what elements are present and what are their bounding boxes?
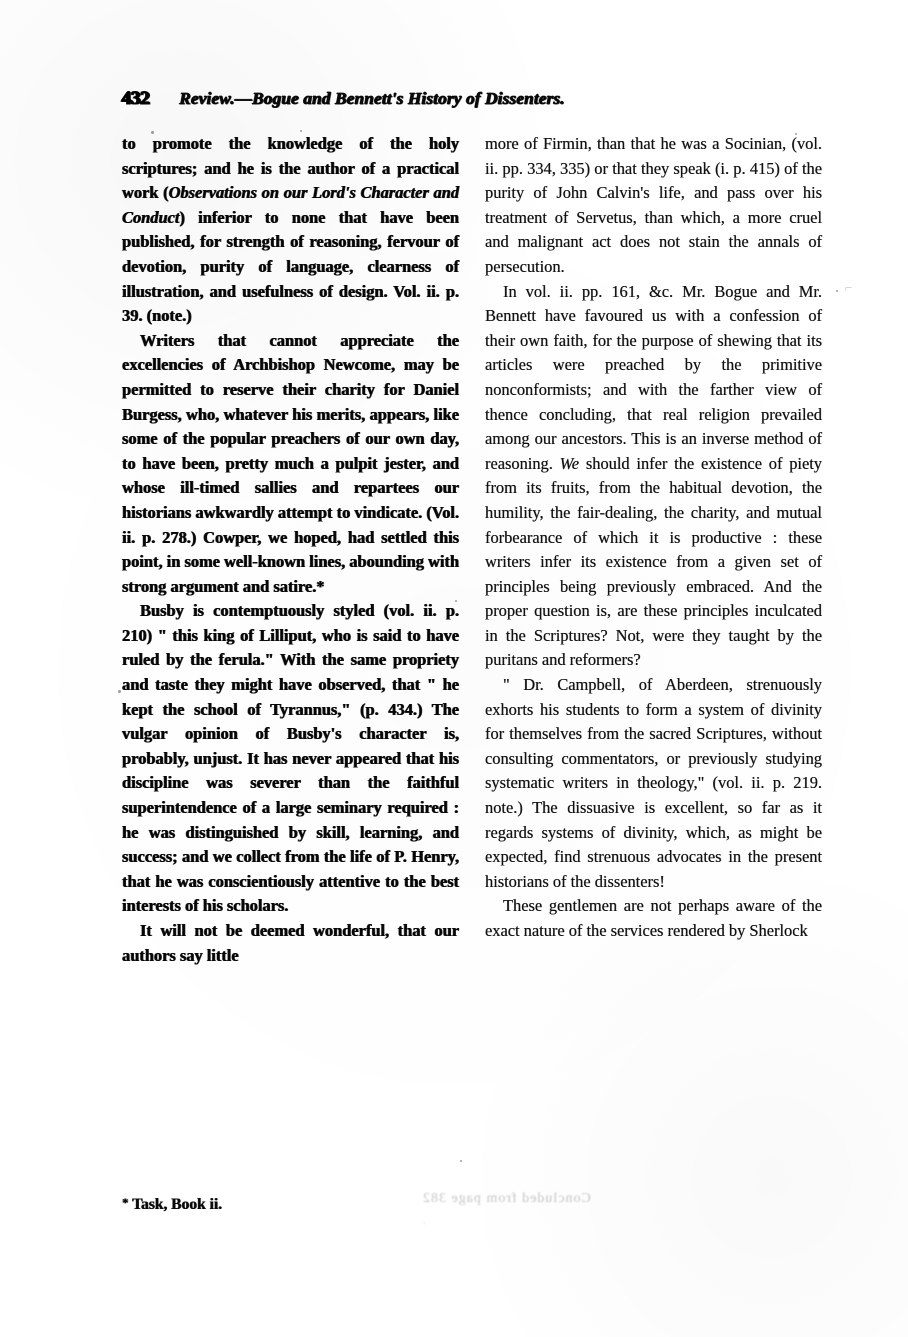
footnote-text: Task, Book ii. [132, 1196, 222, 1213]
paragraph: to promote the knowledge of the holy scriptures; and he is the author of a practical work (Observations on our Lord's Character and Conduct) inferior to none that have been published, for strength of reasoning, fervour of devotion, purity of language, clearness of illustration, and usefulness of design. Vol. ii. p. 39. (note.) [122, 134, 459, 326]
text-block [122, 88, 822, 1208]
show-through-ghost: . [422, 1215, 426, 1227]
paragraph: It will not be deemed wonderful, that our authors say little [122, 921, 459, 965]
footnote-area [122, 1193, 822, 1263]
column-right [485, 132, 822, 968]
page-edge-mark: ⌐ [845, 280, 853, 295]
paragraph: These gentlemen are not perhaps aware of the exact nature of the services rendered by Sherlock [485, 896, 822, 940]
italic-title: We [559, 453, 580, 473]
paragraph: Writers that cannot appreciate the excellencies of Archbishop Newcome, may be permitted to reserve their charity for Daniel Burgess, who, whatever his merits, appears, like some of the popular preachers of our own day, to have been, pretty much a pulpit jester, and whose ill-timed sallies and repartees our historians awkwardly attempt to vindicate. (Vol. ii. p. 278.) Cowper, we hoped, had settled this point, in some well-known lines, abounding with strong argument and satire.* [122, 330, 460, 596]
paragraph: Busby is contemptuously styled (vol. ii. p. 210) " this king of Lilliput, who is said to have ruled by the ferula." With the same propriety and taste they might have observed, that " he kept the school of Tyrannus," (p. 434.) The vulgar opinion of Busby's character is, probably, unjust. It has never appeared that his discipline was severer than the faithful superintendence of a large seminary required : he was distinguished by skill, learning, and success; and we collect from the life of P. Henry, that he was conscientiously attentive to the best interests of his scholars. [122, 601, 459, 916]
column-container [122, 132, 822, 968]
running-head-title: Review.—Bogue and Bennett's History of Dissenters. [179, 89, 565, 108]
paragraph: " Dr. Campbell, of Aberdeen, strenuously exhorts his students to form a system of divinity for themselves from the sacred Scriptures, without consulting commentators, or previously studying systematic writers in theology," (vol. ii. p. 219. note.) The dissuasive is excellent, so far as it regards systems of divinity, which, as might be expected, find strenuous advocates in the present historians of the dissenters! [485, 675, 822, 891]
italic-title: Observations on our Lord's Character and Conduct [122, 183, 459, 227]
column-left [122, 132, 459, 968]
footnote-marker: * [122, 1195, 129, 1210]
paragraph: In vol. ii. pp. 161, &c. Mr. Bogue and Mr. Bennett have favoured us with a confession of their own faith, for the purpose of shewing that its articles were preached by the primitive nonconformists; and with the farther view of thence concluding, that real religion prevailed among our ancestors. This is an inverse method of reasoning. We should infer the existence of piety from its fruits, from the habitual devotion, the humility, the fair-dealing, the charity, and mutual forbearance of which it is productive : these writers infer its existence from a given set of principles being previously embraced. And the proper question is, are these principles inculcated in the Scriptures? Not, were they taught by the puritans and reformers? [485, 281, 823, 670]
running-head [122, 88, 822, 122]
paragraph: more of Firmin, than that he was a Socinian, (vol. ii. pp. 334, 335) or that they speak (i. p. 415) of the purity of John Calvin's life, and pass over his treatment of Servetus, than which, a more cruel and malignant act does not stain the annals of persecution. [485, 134, 822, 276]
show-through-ghost: Concluded from page 382 [422, 1191, 591, 1206]
page-folio: 432 [121, 88, 150, 109]
